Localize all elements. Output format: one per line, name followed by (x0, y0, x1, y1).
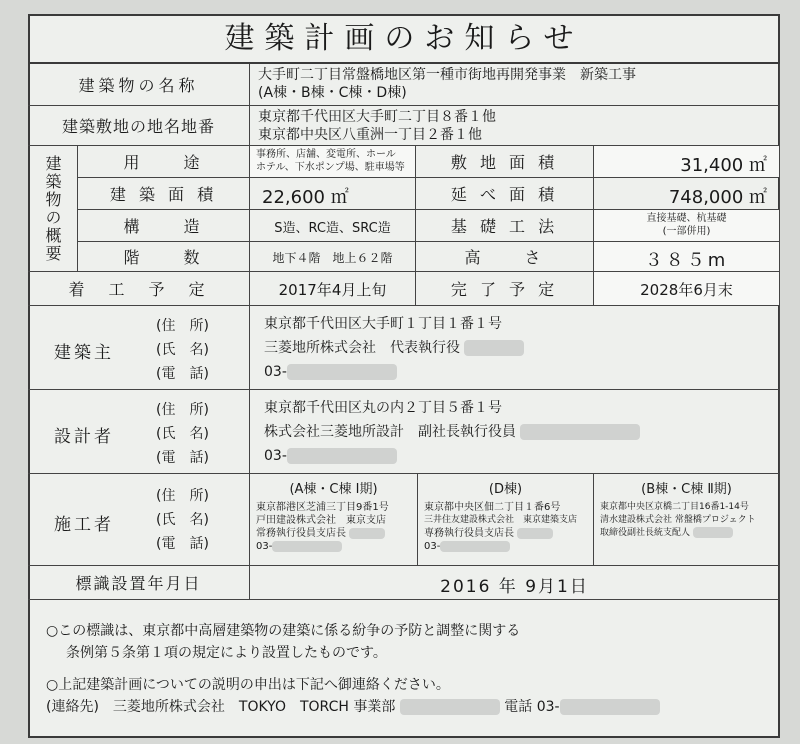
foundation-value (594, 210, 780, 242)
site-line2: 東京都中央区八重洲一丁目２番１他 (258, 127, 482, 143)
builder-address-label: (住 所) (156, 488, 209, 504)
designer-label: 設計者 (54, 427, 114, 447)
start-label: 着 工 予 定 (28, 272, 250, 306)
builder-a-line2: 戸田建設株式会社 東京支店 (256, 515, 386, 526)
redacted-block (693, 527, 733, 538)
redacted-block (464, 340, 524, 356)
designer-address-label: (住 所) (156, 402, 209, 418)
note-2: ○上記建築計画についての説明の申出は下記へ御連絡ください。 (46, 677, 450, 693)
builder-b (594, 474, 780, 566)
redacted-block (440, 541, 510, 552)
builder-a-line1: 東京都港区芝浦三丁目9番1号 (256, 502, 389, 513)
installed-value: 2016 年 9月1日 (250, 566, 780, 600)
redacted-block (287, 448, 397, 464)
floor-area-value: 748,000 ㎡ (594, 178, 780, 210)
redacted-block (287, 364, 397, 380)
designer-label-cell (28, 390, 250, 474)
builder-b-line2: 清水建設株式会社 常盤橋プロジェクト (600, 515, 756, 525)
redacted-block (400, 699, 500, 715)
redacted-block (349, 528, 385, 539)
building-area-value: 22,600 ㎡ (250, 178, 416, 210)
complete-value: 2028年6月末 (594, 272, 780, 306)
designer-fields (156, 398, 209, 470)
site-line1: 東京都千代田区大手町二丁目８番１他 (258, 109, 496, 125)
floors-label: 階 数 (78, 242, 250, 272)
use-value (250, 146, 416, 178)
use-label: 用 途 (78, 146, 250, 178)
name-line1: 大手町二丁目常盤橋地区第一種市街地再開発事業 新築工事 (258, 67, 636, 83)
notice-title: 建築計画のお知らせ (28, 14, 780, 64)
designer-name-label: (氏 名) (156, 426, 209, 442)
builder-d-line4: 03- (424, 541, 441, 552)
builder-d-line1: 東京都中央区佃二丁目１番6号 (424, 502, 561, 513)
site-area-label: 敷 地 面 積 (416, 146, 594, 178)
builder-name-label: (氏 名) (156, 512, 209, 528)
name-line2: (A棟・B棟・C棟・D棟) (258, 85, 407, 101)
owner-address-label: (住 所) (156, 318, 209, 334)
building-area-label: 建 築 面 積 (78, 178, 250, 210)
contact-text: (連絡先) 三菱地所株式会社 TOKYO TORCH 事業部 (46, 699, 396, 715)
builder-label-cell (28, 474, 250, 566)
start-value: 2017年4月上旬 (250, 272, 416, 306)
owner-phone-label: (電 話) (156, 366, 209, 382)
height-label: 高 さ (416, 242, 594, 272)
builder-a-title: (A棟・C棟 Ⅰ期) (289, 482, 378, 497)
foundation-line1: 直接基礎、杭基礎 (646, 213, 727, 224)
redacted-block (272, 541, 342, 552)
site-value (250, 106, 780, 146)
builder-b-line1: 東京都中央区京橋二丁目16番1-14号 (600, 502, 749, 512)
builder-d (418, 474, 594, 566)
note-3 (46, 696, 660, 718)
builder-a-line3: 常務執行役員支店長 (256, 528, 346, 539)
site-area-value: 31,400 ㎡ (594, 146, 780, 178)
floors-value: 地下４階 地上６２階 (250, 242, 416, 272)
designer-phone-label: (電 話) (156, 450, 209, 466)
designer-address: 東京都千代田区丸の内２丁目５番１号 (264, 400, 502, 416)
designer-value (250, 390, 780, 474)
use-line1: 事務所、店舗、変電所、ホール (256, 149, 396, 160)
note-1a: ○この標識は、東京都中高層建築物の建築に係る紛争の予防と調整に関する (46, 623, 521, 639)
owner-phone: 03- (264, 364, 287, 380)
name-value (250, 64, 780, 106)
builder-label: 施工者 (54, 515, 114, 535)
structure-value: S造、RC造、SRC造 (250, 210, 416, 242)
floor-area-label: 延 べ 面 積 (416, 178, 594, 210)
builder-d-line2: 三井住友建設株式会社 東京建築支店 (424, 515, 578, 525)
foundation-label: 基 礎 工 法 (416, 210, 594, 242)
contact-phone: 電話 03- (504, 699, 560, 715)
owner-name: 三菱地所株式会社 代表執行役 (264, 340, 460, 356)
builder-a (250, 474, 418, 566)
redacted-block (560, 699, 660, 715)
complete-label: 完 了 予 定 (416, 272, 594, 306)
owner-label-cell (28, 306, 250, 390)
owner-value (250, 306, 780, 390)
builder-d-line3: 専務執行役員支店長 (424, 528, 514, 539)
builder-fields (156, 484, 209, 556)
note-1b: 条例第５条第１項の規定により設置したものです。 (66, 645, 387, 661)
height-value: ３８５m (594, 242, 780, 272)
builder-phone-label: (電 話) (156, 536, 209, 552)
name-label: 建築物の名称 (28, 64, 250, 106)
installed-label: 標識設置年月日 (28, 566, 250, 600)
overview-label: 建築物の概要 (28, 146, 78, 272)
foundation-line2: (一部併用) (662, 226, 711, 237)
builder-a-line4: 03- (256, 541, 273, 552)
site-label: 建築敷地の地名地番 (28, 106, 250, 146)
builder-b-title: (B棟・C棟 Ⅱ期) (641, 482, 732, 497)
owner-address: 東京都千代田区大手町１丁目１番１号 (264, 316, 502, 332)
owner-fields (156, 314, 209, 386)
redacted-block (520, 424, 640, 440)
use-line2: ホテル、下水ポンプ場、駐車場等 (256, 162, 405, 173)
builder-d-title: (D棟) (488, 482, 523, 497)
designer-name: 株式会社三菱地所設計 副社長執行役員 (264, 424, 516, 440)
owner-label: 建築主 (54, 343, 114, 363)
redacted-block (517, 528, 553, 539)
owner-name-label: (氏 名) (156, 342, 209, 358)
structure-label: 構 造 (78, 210, 250, 242)
builder-b-line3: 取締役副社長統支配人 (600, 528, 691, 538)
designer-phone: 03- (264, 448, 287, 464)
